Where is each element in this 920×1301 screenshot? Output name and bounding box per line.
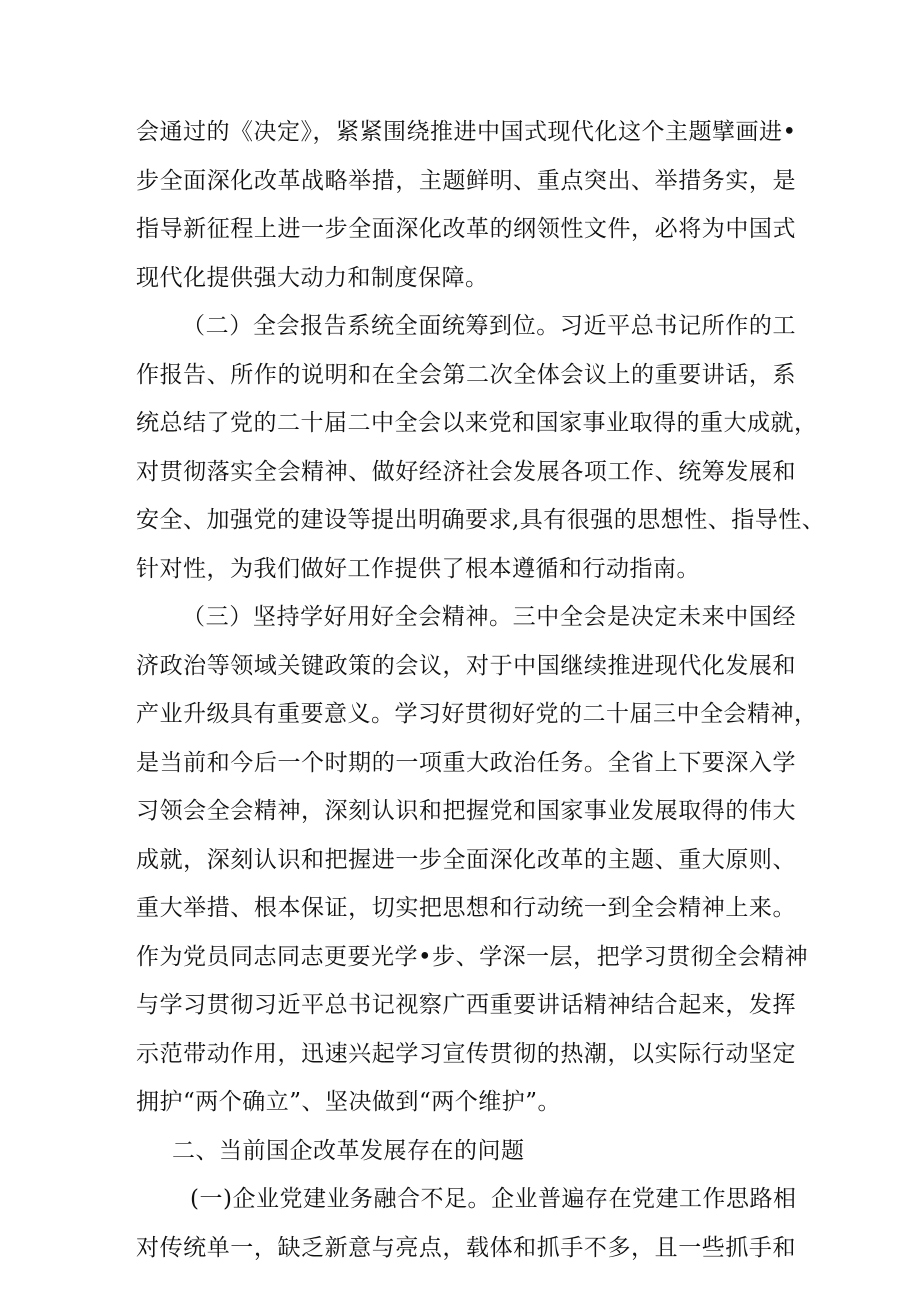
text-line: 济政治等领域关键政策的会议，对于中国继续推进现代化发展和 bbox=[136, 652, 796, 679]
document-body bbox=[136, 108, 826, 1272]
section-heading-1: (一)企业党建业务融合不足。企业普遍存在党建工作思路相 bbox=[190, 1186, 797, 1212]
text-line: 会通过的《决定》，紧紧围绕推进中国式现代化这个主题擘画进• bbox=[136, 119, 797, 145]
text-line: 成就，深刻认识和把握进一步全面深化改革的主题、重大原则、 bbox=[136, 846, 796, 873]
text-line: 针对性，为我们做好工作提供了根本遵循和行动指南。 bbox=[136, 555, 700, 582]
section-heading-2: （二）全会报告系统全面统筹到位。习近平总书记所作的工 bbox=[182, 313, 796, 339]
text-line: 是当前和今后一个时期的一项重大政治任务。全省上下要深入学 bbox=[136, 749, 796, 776]
text-line: 指导新征程上进一步全面深化改革的纲领性文件，必将为中国式 bbox=[136, 216, 796, 242]
text-line: 对贯彻落实全会精神、做好经济社会发展各项工作、统筹发展和 bbox=[136, 458, 796, 485]
text-line: 步全面深化改革战略举措，主题鲜明、重点突出、举措务实，是 bbox=[136, 167, 796, 194]
text-line: 与学习贯彻习近平总书记视察广西重要讲话精神结合起来，发挥 bbox=[136, 992, 796, 1018]
text-line: 现代化提供强大动力和制度保障。 bbox=[136, 264, 489, 291]
text-line: 拥护“两个确立”、坚决做到“两个维护”。 bbox=[136, 1089, 562, 1115]
chapter-heading: 二、当前国企改革发展存在的问题 bbox=[172, 1137, 525, 1164]
text-line: 产业升级具有重要意义。学习好贯彻好党的二十届三中全会精神， bbox=[136, 701, 818, 727]
text-line: 安全、加强党的建设等提出明确要求,具有很强的思想性、指导性、 bbox=[136, 507, 826, 533]
text-line: 对传统单一，缺乏新意与亮点，载体和抓手不多，且一些抓手和 bbox=[136, 1234, 796, 1261]
text-line: 示范带动作用，迅速兴起学习宣传贯彻的热潮，以实际行动坚定 bbox=[136, 1040, 796, 1067]
text-line: 作为党员同志同志更要光学•步、学深一层，把学习贯彻全会精神 bbox=[136, 943, 809, 970]
text-line: 习领会全会精神，深刻认识和把握党和国家事业发展取得的伟大 bbox=[136, 798, 796, 824]
text-line: 重大举措、根本保证，切实把思想和行动统一到全会精神上来。 bbox=[136, 895, 796, 921]
section-heading-3: （三）坚持学好用好全会精神。三中全会是决定未来中国经 bbox=[182, 604, 796, 630]
text-line: 作报告、所作的说明和在全会第二次全体会议上的重要讲话，系 bbox=[136, 361, 796, 388]
text-line: 统总结了党的二十届二中全会以来党和国家事业取得的重大成就， bbox=[136, 410, 818, 436]
